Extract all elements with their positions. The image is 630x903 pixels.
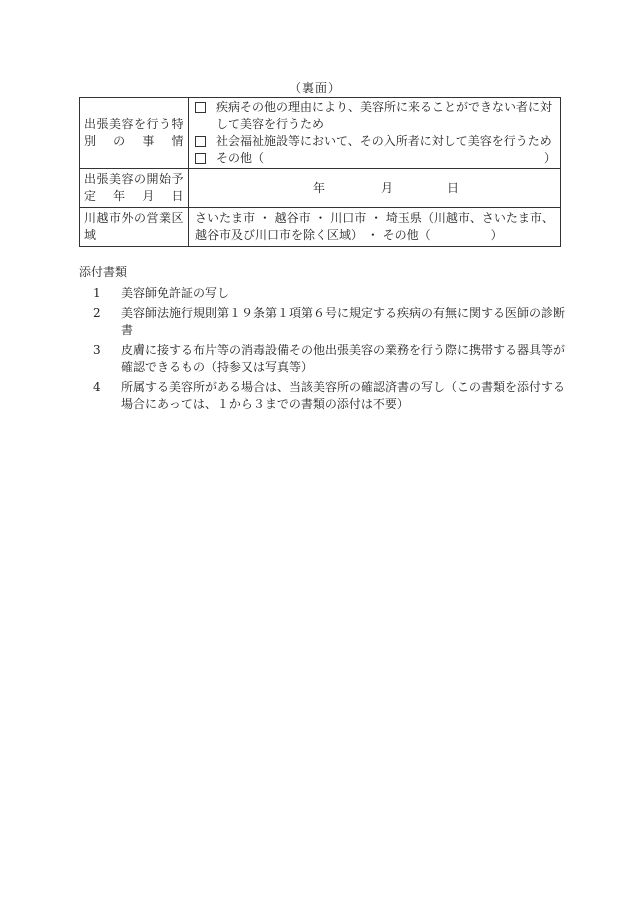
attachment-text: 皮膚に接する布片等の消毒設備その他出張美容の業務を行う際に携帯する器具等が確認できるもの（持参又は写真等） bbox=[121, 343, 566, 374]
start-date-value[interactable] bbox=[189, 169, 561, 208]
reason-other-close: ） bbox=[543, 151, 556, 165]
checkbox-illness[interactable] bbox=[195, 102, 206, 113]
reason-option-welfare-text: 社会福祉施設等において、その入所者に対して美容を行うため bbox=[216, 134, 552, 148]
attachment-item bbox=[79, 379, 565, 413]
year-label: 年 bbox=[313, 180, 326, 195]
attachment-item bbox=[79, 285, 565, 302]
reason-row bbox=[80, 98, 561, 169]
attachment-text: 美容師法施行規則第１９条第１項第６号に規定する疾病の有無に関する医師の診断書 bbox=[121, 306, 566, 337]
month-label: 月 bbox=[381, 180, 394, 195]
attachments-title: 添付書類 bbox=[79, 265, 128, 279]
reason-label: 出張美容を行う特別の事情 bbox=[80, 98, 189, 169]
start-date-label: 出張美容の開始予定年月日 bbox=[80, 169, 189, 208]
reason-other-label: その他（ bbox=[216, 151, 265, 165]
attachment-number: 1 bbox=[93, 286, 101, 300]
application-form-table bbox=[79, 97, 561, 247]
page-title: （裏面） bbox=[288, 81, 341, 95]
start-date-row bbox=[80, 169, 561, 208]
reason-option-illness-text: 疾病その他の理由により、美容所に来ることができない者に対して美容を行うため bbox=[216, 100, 553, 131]
reason-option-other[interactable] bbox=[195, 150, 556, 167]
attachments-section bbox=[79, 264, 565, 416]
reason-option-illness[interactable] bbox=[195, 99, 556, 133]
reason-option-welfare[interactable] bbox=[195, 133, 556, 150]
checkbox-welfare[interactable] bbox=[195, 136, 206, 147]
attachment-number: 3 bbox=[93, 343, 101, 357]
area-value: さいたま市 ・ 越谷市 ・ 川口市 ・ 埼玉県（川越市、さいたま市、越谷市及び川口市を除く区域） ・ その他（ ） bbox=[189, 208, 561, 247]
attachment-number: 2 bbox=[93, 306, 101, 320]
attachment-text: 所属する美容所がある場合は、当該美容所の確認済書の写し（この書類を添付する場合にあっては、１から３までの書類の添付は不要） bbox=[121, 380, 566, 411]
attachment-item bbox=[79, 305, 565, 339]
day-label: 日 bbox=[447, 180, 460, 195]
reason-options bbox=[189, 98, 561, 169]
area-label: 川越市外の営業区域 bbox=[80, 208, 189, 247]
area-row bbox=[80, 208, 561, 247]
checkbox-other[interactable] bbox=[195, 153, 206, 164]
attachment-item bbox=[79, 342, 565, 376]
attachment-number: 4 bbox=[93, 380, 101, 394]
attachment-text: 美容師免許証の写し bbox=[121, 286, 230, 300]
